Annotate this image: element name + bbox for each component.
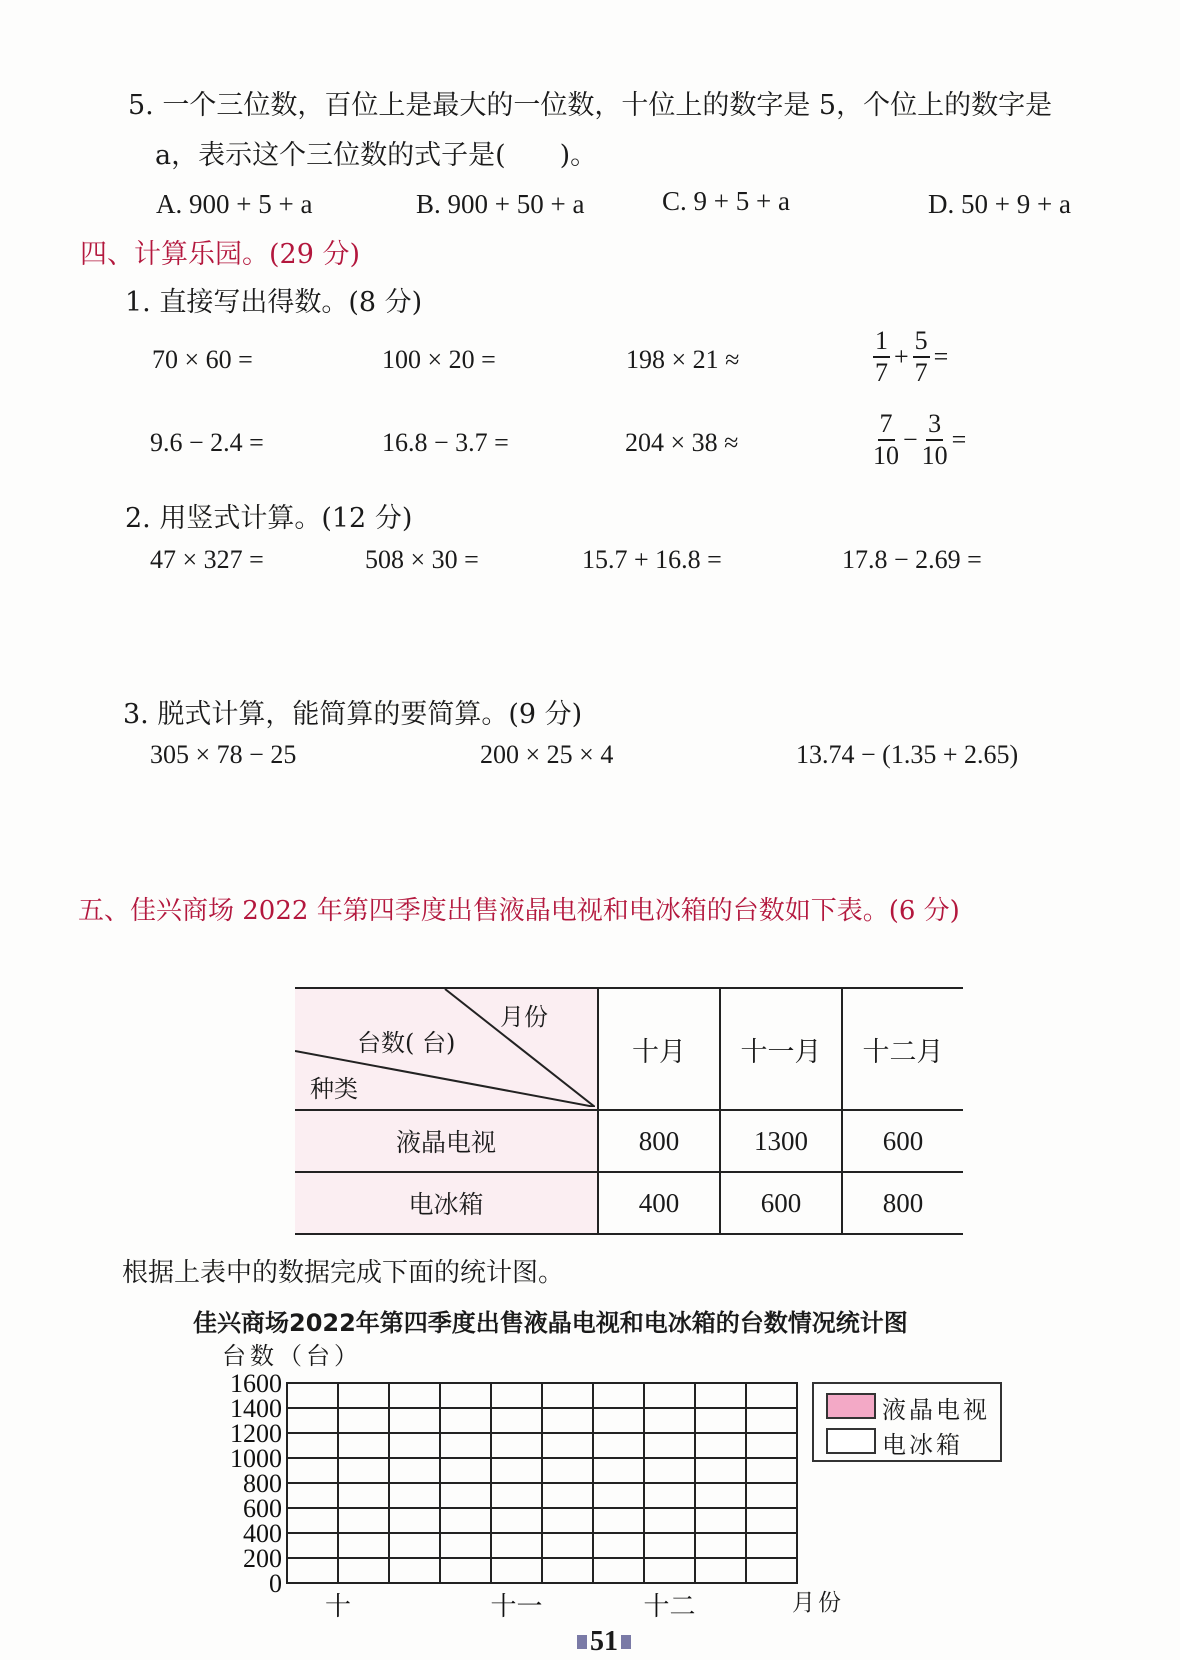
chart-instruction: 根据上表中的数据完成下面的统计图。	[122, 1258, 565, 1288]
operator: +	[894, 342, 909, 371]
legend-swatch-fridge	[826, 1428, 876, 1454]
y-axis-label: 台数（台）	[222, 1342, 362, 1370]
part3-title: 3. 脱式计算，能简算的要简算。(9 分)	[123, 699, 583, 730]
q5-option-b[interactable]: B. 900 + 50 + a	[416, 189, 585, 219]
stepwise-item: 13.74 − (1.35 + 2.65)	[796, 740, 1019, 769]
oral-item: 100 × 20 =	[382, 345, 496, 374]
section4-title: 四、计算乐园。(29 分)	[80, 239, 361, 270]
oral-item: 198 × 21 ≈	[626, 345, 740, 374]
q5-option-a[interactable]: A. 900 + 5 + a	[156, 189, 313, 219]
oral-item: 204 × 38 ≈	[625, 428, 739, 457]
y-tick-label: 200	[243, 1544, 282, 1573]
vertical-item: 17.8 − 2.69 =	[842, 545, 982, 574]
denominator: 7	[875, 358, 888, 387]
table-cell: 600	[720, 1172, 842, 1234]
q5-line1: 5. 一个三位数，百位上是最大的一位数，十位上的数字是 5，个位上的数字是	[128, 90, 1053, 121]
y-tick-label: 400	[243, 1519, 282, 1548]
corner-count-label: 台数( 台)	[357, 1029, 456, 1057]
y-tick-label: 600	[243, 1494, 282, 1523]
column-header: 十月	[598, 988, 720, 1110]
oral-item: 9.6 − 2.4 =	[150, 428, 264, 457]
row-label: 电冰箱	[295, 1172, 598, 1234]
table-cell: 400	[598, 1172, 720, 1234]
y-tick-label: 1000	[230, 1444, 282, 1473]
denominator: 7	[914, 358, 928, 387]
row-label: 液晶电视	[295, 1110, 598, 1172]
corner-type-label: 种类	[310, 1075, 358, 1103]
stepwise-item: 200 × 25 × 4	[480, 740, 614, 769]
y-tick-label: 1400	[230, 1394, 282, 1423]
denominator: 10	[873, 441, 899, 470]
corner-month-label: 月份	[500, 1003, 548, 1031]
legend-label-fridge: 电冰箱	[882, 1431, 963, 1459]
section5-title: 五、佳兴商场 2022 年第四季度出售液晶电视和电冰箱的台数如下表。(6 分)	[78, 896, 960, 926]
vertical-item: 508 × 30 =	[365, 545, 479, 574]
vertical-item: 47 × 327 =	[150, 545, 264, 574]
page-number	[577, 1626, 631, 1658]
column-header: 十一月	[720, 988, 842, 1110]
table-cell: 1300	[720, 1110, 842, 1172]
y-tick-label: 800	[243, 1469, 282, 1498]
x-tick-label: 十一	[490, 1592, 543, 1621]
y-tick-label: 1600	[230, 1369, 282, 1398]
table-cell: 800	[598, 1110, 720, 1172]
oral-item: 16.8 − 3.7 =	[382, 428, 509, 457]
oral-item: 70 × 60 =	[152, 345, 253, 374]
table-cell: 800	[842, 1172, 963, 1234]
column-header: 十二月	[842, 988, 963, 1110]
chart-title: 佳兴商场2022年第四季度出售液晶电视和电冰箱的台数情况统计图	[193, 1309, 908, 1337]
legend-swatch-lcd-tv	[826, 1393, 876, 1419]
stepwise-item: 305 × 78 − 25	[150, 740, 297, 769]
equals: =	[933, 342, 949, 371]
equals: =	[951, 425, 967, 454]
q5-option-c[interactable]: C. 9 + 5 + a	[662, 186, 790, 216]
part1-title: 1. 直接写出得数。(8 分)	[125, 287, 423, 318]
operator: −	[903, 425, 918, 454]
numerator: 3	[926, 411, 943, 441]
x-axis-label: 月份	[792, 1590, 844, 1616]
legend-label-lcd-tv: 液晶电视	[882, 1396, 990, 1424]
numerator: 5	[913, 328, 930, 358]
q5-option-d[interactable]: D. 50 + 9 + a	[928, 189, 1071, 219]
page-marker-left	[577, 1635, 587, 1649]
vertical-item: 15.7 + 16.8 =	[582, 545, 722, 574]
q5-line2: a，表示这个三位数的式子是( )。	[155, 140, 598, 171]
y-tick-label: 0	[269, 1569, 282, 1598]
table-cell: 600	[842, 1110, 963, 1172]
numerator: 1	[873, 328, 890, 358]
page-marker-right	[621, 1635, 631, 1649]
page-number-text: 51	[590, 1626, 618, 1657]
part2-title: 2. 用竖式计算。(12 分)	[125, 503, 413, 534]
x-tick-label: 十二	[643, 1592, 696, 1621]
y-tick-label: 1200	[230, 1419, 282, 1448]
numerator: 7	[878, 411, 895, 441]
chart-legend	[812, 1382, 1002, 1462]
denominator: 10	[921, 441, 948, 470]
x-tick-label: 十	[324, 1592, 352, 1621]
